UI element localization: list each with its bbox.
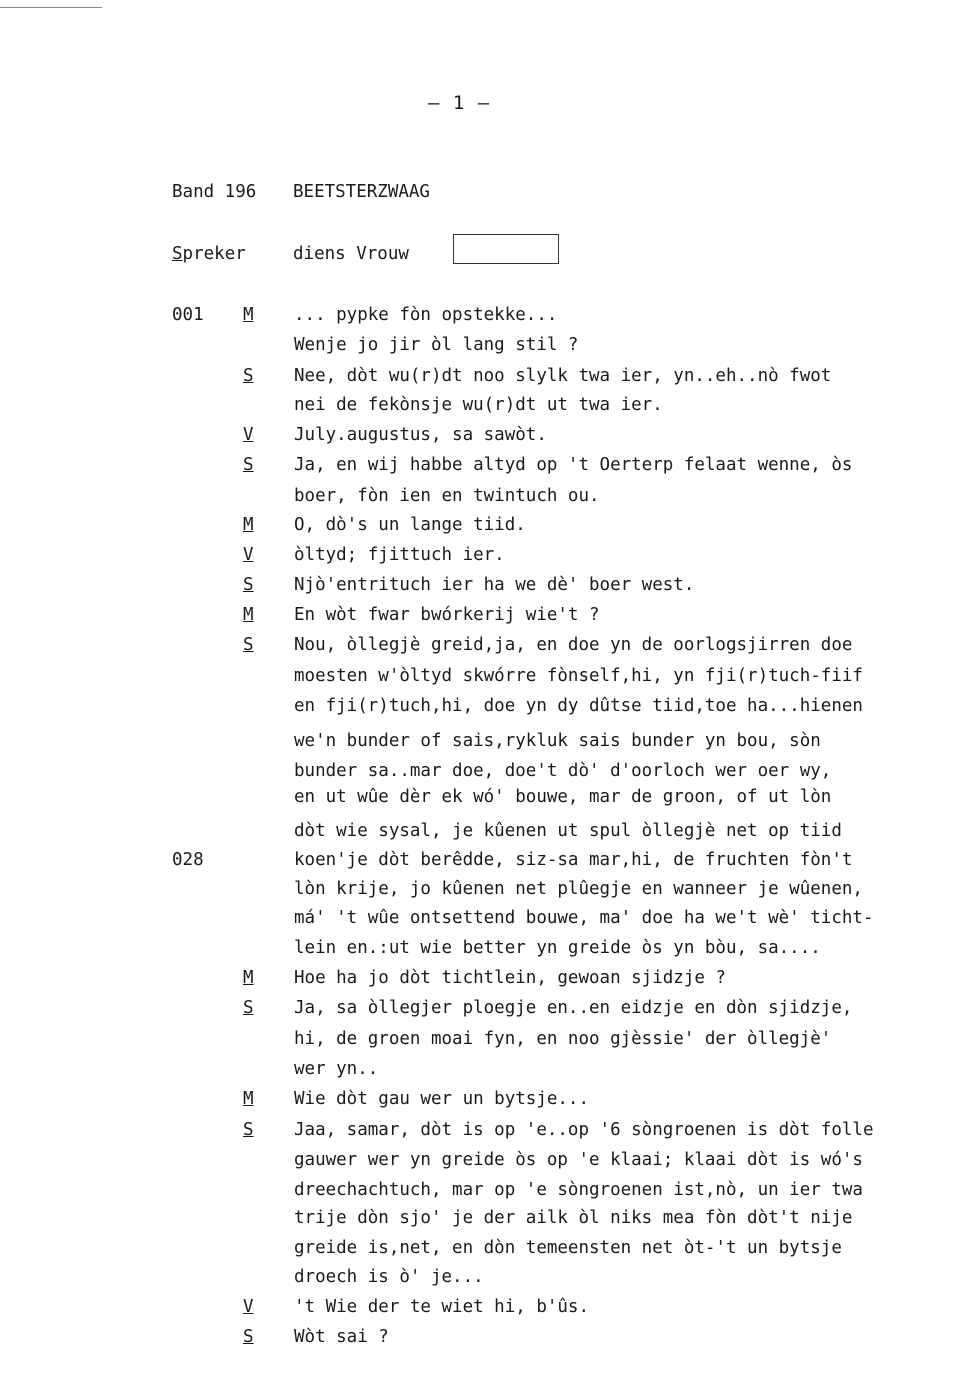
line-text: Wòt sai ? [294, 1327, 389, 1347]
transcript-line [0, 938, 973, 962]
speaker-code: V [243, 1297, 254, 1317]
transcript-line [0, 821, 973, 845]
transcript-line [0, 761, 973, 785]
line-text: nei de fekònsje wu(r)dt ut twa ier. [294, 395, 663, 415]
speaker-code: V [243, 425, 254, 445]
speaker-code: M [243, 305, 254, 325]
line-number: 001 [172, 305, 204, 325]
line-text: Hoe ha jo dòt tichtlein, gewoan sjidzje ? [294, 968, 726, 988]
transcript-line [0, 1089, 973, 1113]
line-text: Nee, dòt wu(r)dt noo slylk twa ier, yn..eh..nò fwot [294, 366, 832, 386]
line-text: wer yn.. [294, 1059, 379, 1079]
speaker-code: V [243, 545, 254, 565]
transcript-line [0, 1120, 973, 1144]
transcript-line [0, 1029, 973, 1053]
line-text: gauwer wer yn greide òs op 'e klaai; klaai dòt is wó's [294, 1150, 863, 1170]
speaker-code: S [243, 455, 254, 475]
transcript-line [0, 575, 973, 599]
line-text: Jaa, samar, dòt is op 'e..op '6 sòngroenen is dòt folle [294, 1120, 874, 1140]
page-number: – 1 – [428, 92, 491, 114]
line-text: we'n bunder of sais,rykluk sais bunder yn bou, sòn [294, 731, 821, 751]
transcript-line [0, 1297, 973, 1321]
transcript-line [0, 515, 973, 539]
line-number: 028 [172, 850, 204, 870]
speaker-code: M [243, 1089, 254, 1109]
line-text: koen'je dòt berêdde, siz-sa mar,hi, de fruchten fòn't [294, 850, 853, 870]
transcript-line [0, 1267, 973, 1291]
line-text: boer, fòn ien en twintuch ou. [294, 486, 600, 506]
speaker-code: S [243, 1120, 254, 1140]
speaker-code: S [243, 366, 254, 386]
line-text: Ja, sa òllegjer ploegje en..en eidzje en dòn sjidzje, [294, 998, 853, 1018]
transcript-line [0, 1208, 973, 1232]
transcript-line [0, 455, 973, 479]
speaker-code: M [243, 605, 254, 625]
top-rule [0, 7, 102, 8]
speaker-value: diens Vrouw [293, 244, 409, 264]
speaker-code: S [243, 635, 254, 655]
line-text: droech is ò' je... [294, 1267, 484, 1287]
line-text: 't Wie der te wiet hi, b'ûs. [294, 1297, 590, 1317]
line-text: hi, de groen moai fyn, en noo gjèssie' der òllegjè' [294, 1029, 832, 1049]
line-text: Wenje jo jir òl lang stil ? [294, 335, 579, 355]
line-text: Njò'entrituch ier ha we dè' boer west. [294, 575, 695, 595]
transcript-line [0, 850, 973, 874]
line-text: greide is,net, en dòn temeensten net òt-'t un bytsje [294, 1238, 842, 1258]
line-text: en fji(r)tuch,hi, doe yn dy dûtse tiid,toe ha...hienen [294, 696, 863, 716]
transcript-line [0, 635, 973, 659]
transcript-line [0, 666, 973, 690]
line-text: moesten w'òltyd skwórre fònself,hi, yn fji(r)tuch-fiif [294, 666, 863, 686]
line-text: trije dòn sjo' je der ailk òl niks mea fòn dòt't nije [294, 1208, 853, 1228]
line-text: Ja, en wij habbe altyd op 't Oerterp felaat wenne, òs [294, 455, 853, 475]
redacted-name-box [453, 234, 559, 264]
line-text: en ut wûe dèr ek wó' bouwe, mar de groon, of ut lòn [294, 787, 832, 807]
transcript-line [0, 998, 973, 1022]
transcript-line [0, 731, 973, 755]
line-text: O, dò's un lange tiid. [294, 515, 526, 535]
transcript-line [0, 908, 973, 932]
transcript-line [0, 335, 973, 359]
transcript-line [0, 1238, 973, 1262]
transcript-line [0, 1180, 973, 1204]
line-text: lòn krije, jo kûenen net plûegje en wanneer je wûenen, [294, 879, 863, 899]
transcript-line [0, 366, 973, 390]
transcript-line [0, 1150, 973, 1174]
speaker-label: Spreker [172, 244, 246, 264]
line-text: July.augustus, sa sawòt. [294, 425, 547, 445]
transcript-line [0, 605, 973, 629]
line-text: òltyd; fjittuch ier. [294, 545, 505, 565]
line-text: dòt wie sysal, je kûenen ut spul òllegjè net op tiid [294, 821, 842, 841]
speaker-code: M [243, 968, 254, 988]
line-text: En wòt fwar bwórkerij wie't ? [294, 605, 600, 625]
transcript-line [0, 486, 973, 510]
band-label: Band 196 [172, 182, 257, 202]
speaker-code: S [243, 998, 254, 1018]
speaker-code: M [243, 515, 254, 535]
transcript-line [0, 879, 973, 903]
transcript-line [0, 1327, 973, 1351]
transcript-line [0, 696, 973, 720]
speaker-code: S [243, 575, 254, 595]
line-text: lein en.:ut wie better yn greide òs yn bòu, sa.... [294, 938, 821, 958]
line-text: Nou, òllegjè greid,ja, en doe yn de oorlogsjirren doe [294, 635, 853, 655]
transcript-line [0, 395, 973, 419]
place-name: BEETSTERZWAAG [293, 182, 430, 202]
transcript-line [0, 1059, 973, 1083]
transcript-line [0, 968, 973, 992]
transcript-line [0, 545, 973, 569]
line-text: má' 't wûe ontsettend bouwe, ma' doe ha we't wè' ticht- [294, 908, 874, 928]
line-text: bunder sa..mar doe, doe't dò' d'oorloch wer oer wy, [294, 761, 832, 781]
transcript-line [0, 305, 973, 329]
line-text: ... pypke fòn opstekke... [294, 305, 558, 325]
line-text: dreechachtuch, mar op 'e sòngroenen ist,nò, un ier twa [294, 1180, 863, 1200]
transcript-line [0, 787, 973, 811]
speaker-code: S [243, 1327, 254, 1347]
transcript-line [0, 425, 973, 449]
line-text: Wie dòt gau wer un bytsje... [294, 1089, 590, 1109]
